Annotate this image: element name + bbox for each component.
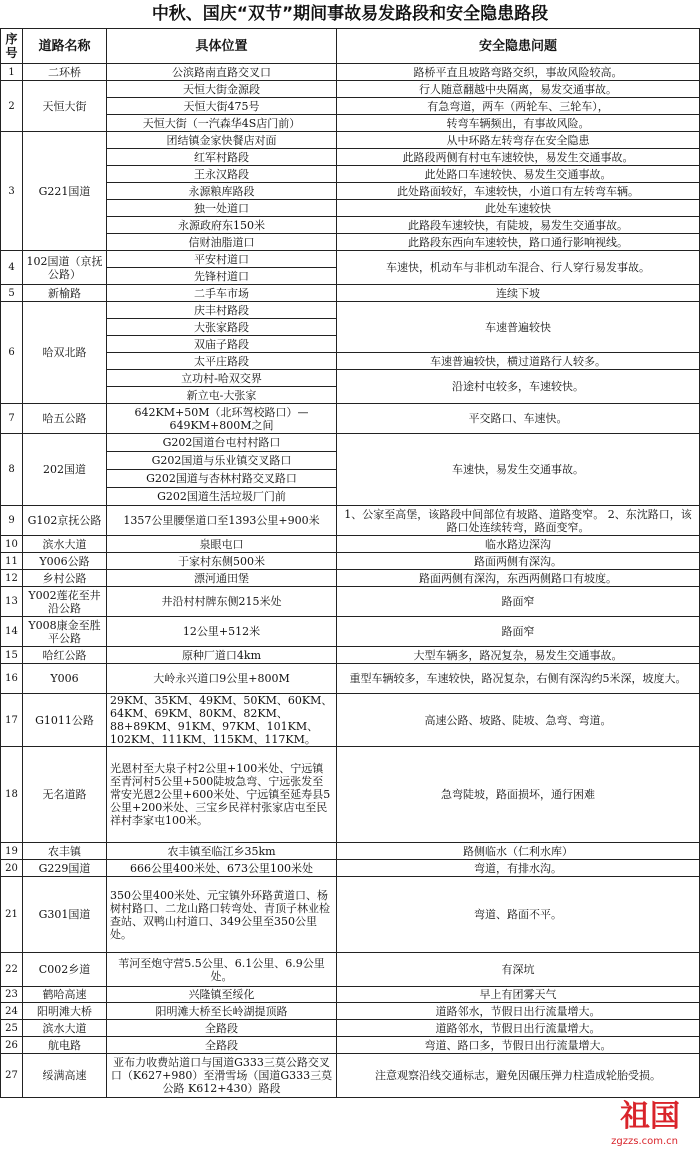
location: 12公里+512米: [107, 617, 337, 647]
road-name: 阳明滩大桥: [23, 1003, 107, 1020]
row-index: 7: [1, 404, 23, 434]
location: 天恒大街金源段: [107, 81, 337, 98]
location: 新立屯-大张家: [107, 387, 337, 404]
location: 双庙子路段: [107, 336, 337, 353]
hazard: 1、公家至高堡，该路段中间部位有坡路、道路变窄。 2、东沈路口，该路口处连续转弯，路面变窄。: [337, 506, 700, 536]
table-row: [1, 1037, 700, 1054]
location: 阳明滩大桥至长岭湖提顶路: [107, 1003, 337, 1020]
table-row: [1, 132, 700, 149]
location: 大张家路段: [107, 319, 337, 336]
road-name: 绥满高速: [23, 1054, 107, 1098]
location: G202国道与杏林村路交叉路口: [107, 470, 337, 488]
table-row: [1, 747, 700, 843]
hazard: 车速快，机动车与非机动车混合、行人穿行易发事故。: [337, 251, 700, 285]
road-name: G301国道: [23, 877, 107, 953]
hazard: 路面两侧有深沟，东西两侧路口有坡度。: [337, 570, 700, 587]
row-index: 1: [1, 64, 23, 81]
location: 666公里400米处、673公里100米处: [107, 860, 337, 877]
hazard: 弯道、路面不平。: [337, 877, 700, 953]
location: 天恒大街475号: [107, 98, 337, 115]
table-row: [1, 987, 700, 1003]
row-index: 22: [1, 953, 23, 987]
location: G202国道台屯村村路口: [107, 434, 337, 452]
location: 农丰镇至临江乡35km: [107, 843, 337, 860]
table-row: [1, 64, 700, 81]
road-name: 新榆路: [23, 285, 107, 302]
location: 天恒大街（一汽森华4S店门前）: [107, 115, 337, 132]
hazard: 早上有团雾天气: [337, 987, 700, 1003]
row-index: 5: [1, 285, 23, 302]
road-name: G1011公路: [23, 694, 107, 747]
location: 大岭永兴道口9公里+800M: [107, 664, 337, 694]
row-index: 25: [1, 1020, 23, 1037]
hazard: 行人随意翻越中央隔离，易发交通事故。: [337, 81, 700, 98]
table-row: [1, 694, 700, 747]
row-index: 16: [1, 664, 23, 694]
table-row: [1, 617, 700, 647]
hazard: 沿途村屯较多，车速较快。: [337, 370, 700, 404]
hazard: 注意观察沿线交通标志，避免因碾压弹力柱造成轮胎受损。: [337, 1054, 700, 1098]
header-index: 序号: [1, 29, 23, 64]
table-row: [1, 536, 700, 553]
row-index: 12: [1, 570, 23, 587]
hazard-table: [0, 28, 700, 1098]
road-name: 二环桥: [23, 64, 107, 81]
header-road: 道路名称: [23, 29, 107, 64]
table-row: [1, 664, 700, 694]
row-index: 13: [1, 587, 23, 617]
hazard: 路面窄: [337, 617, 700, 647]
road-name: 天恒大街: [23, 81, 107, 132]
hazard: 路侧临水（仁利水库）: [337, 843, 700, 860]
row-index: 11: [1, 553, 23, 570]
watermark-site: zgzzs.com.cn: [611, 1136, 678, 1147]
hazard: 此路段两侧有村屯车速较快，易发生交通事故。: [337, 149, 700, 166]
row-index: 10: [1, 536, 23, 553]
road-name: 滨水大道: [23, 536, 107, 553]
location: 光恩村至大泉子村2公里+100米处、宁远镇至青河村5公里+500陡坡急弯、宁远张发至常安光恩2公里+600米处、宁远镇至延寿县5公里+200米处、三宝乡民祥村张家店屯至民祥村李家屯100米。: [107, 747, 337, 843]
hazard: 道路邻水，节假日出行流量增大。: [337, 1003, 700, 1020]
row-index: 17: [1, 694, 23, 747]
hazard: 弯道，有排水沟。: [337, 860, 700, 877]
road-name: Y008康金至胜平公路: [23, 617, 107, 647]
hazard: 此处路口车速较快、易发生交通事故。: [337, 166, 700, 183]
road-name: 农丰镇: [23, 843, 107, 860]
row-index: 6: [1, 302, 23, 404]
location: 团结镇金家快餐店对面: [107, 132, 337, 149]
location: 立功村-哈双交界: [107, 370, 337, 387]
location: 1357公里腰堡道口至1393公里+900米: [107, 506, 337, 536]
hazard: 从中环路左转弯存在安全隐患: [337, 132, 700, 149]
hazard: 此处路面较好，车速较快，小道口有左转弯车辆。: [337, 183, 700, 200]
location: 庆丰村路段: [107, 302, 337, 319]
table-row: [1, 434, 700, 452]
table-row: [1, 251, 700, 268]
header-hazard: 安全隐患问题: [337, 29, 700, 64]
hazard: 道路邻水，节假日出行流量增大。: [337, 1020, 700, 1037]
location: 全路段: [107, 1020, 337, 1037]
location: 二手车市场: [107, 285, 337, 302]
row-index: 23: [1, 987, 23, 1003]
hazard: 此路段车速较快，有陡坡，易发生交通事故。: [337, 217, 700, 234]
row-index: 4: [1, 251, 23, 285]
location: 公滨路南直路交叉口: [107, 64, 337, 81]
location: 原种厂道口4km: [107, 647, 337, 664]
location: 漂河通田堡: [107, 570, 337, 587]
row-index: 24: [1, 1003, 23, 1020]
table-row: [1, 877, 700, 953]
location: 亚布力收费站道口与国道G333三莫公路交叉口（K627+980）至滑雪场（国道G333三莫公路 K612+430）路段: [107, 1054, 337, 1098]
hazard: 平交路口、车速快。: [337, 404, 700, 434]
location: 642KM+50M（北环驾校路口）—649KM+800M之间: [107, 404, 337, 434]
row-index: 15: [1, 647, 23, 664]
row-index: 19: [1, 843, 23, 860]
road-name: C002乡道: [23, 953, 107, 987]
road-name: Y006: [23, 664, 107, 694]
table-row: [1, 553, 700, 570]
table-row: [1, 1003, 700, 1020]
road-name: 滨水大道: [23, 1020, 107, 1037]
location: 王永汉路段: [107, 166, 337, 183]
table-row: [1, 953, 700, 987]
hazard: 急弯陡坡，路面损坏，通行困难: [337, 747, 700, 843]
location: 永源粮库路段: [107, 183, 337, 200]
table-row: [1, 285, 700, 302]
row-index: 3: [1, 132, 23, 251]
table-row: [1, 587, 700, 617]
location: 独一处道口: [107, 200, 337, 217]
site-watermark: [598, 1099, 694, 1149]
hazard: 高速公路、坡路、陡坡、急弯、弯道。: [337, 694, 700, 747]
road-name: 乡村公路: [23, 570, 107, 587]
header-location: 具体位置: [107, 29, 337, 64]
hazard: 重型车辆较多，车速较快，路况复杂，右侧有深沟约5米深，坡度大。: [337, 664, 700, 694]
table-row: [1, 404, 700, 434]
road-name: Y006公路: [23, 553, 107, 570]
hazard: 弯道、路口多，节假日出行流量增大。: [337, 1037, 700, 1054]
location: G202国道生活垃圾厂门前: [107, 488, 337, 506]
location: G202国道与乐业镇交叉路口: [107, 452, 337, 470]
watermark-logo: 祖国: [620, 1099, 680, 1134]
table-row: [1, 570, 700, 587]
hazard: 车速普遍较快，横过道路行人较多。: [337, 353, 700, 370]
location: 太平庄路段: [107, 353, 337, 370]
table-row: [1, 843, 700, 860]
row-index: 26: [1, 1037, 23, 1054]
location: 29KM、35KM、49KM、50KM、60KM、64KM、69KM、80KM、82KM、88+89KM、91KM、97KM、101KM、102KM、111KM、115KM、117KM。: [107, 694, 337, 747]
road-name: G102京抚公路: [23, 506, 107, 536]
hazard: 临水路边深沟: [337, 536, 700, 553]
table-row: [1, 302, 700, 319]
road-name: 哈五公路: [23, 404, 107, 434]
location: 平安村道口: [107, 251, 337, 268]
location: 于家村东侧500米: [107, 553, 337, 570]
hazard: 车速快，易发生交通事故。: [337, 434, 700, 506]
hazard: 有急弯道，两车（两轮车、三轮车），: [337, 98, 700, 115]
table-row: [1, 1054, 700, 1098]
table-row: [1, 1020, 700, 1037]
location: 全路段: [107, 1037, 337, 1054]
hazard: 连续下坡: [337, 285, 700, 302]
row-index: 18: [1, 747, 23, 843]
row-index: 9: [1, 506, 23, 536]
road-name: Y002莲花至井沿公路: [23, 587, 107, 617]
row-index: 2: [1, 81, 23, 132]
table-row: [1, 81, 700, 98]
location: 苇河至炮守营5.5公里、6.1公里、6.9公里处。: [107, 953, 337, 987]
road-name: 102国道（京抚公路）: [23, 251, 107, 285]
road-name: 无名道路: [23, 747, 107, 843]
row-index: 20: [1, 860, 23, 877]
road-name: 鹤哈高速: [23, 987, 107, 1003]
location: 先锋村道口: [107, 268, 337, 285]
hazard: 路桥平直且坡路弯路交织，事故风险较高。: [337, 64, 700, 81]
table-row: [1, 647, 700, 664]
hazard: 转弯车辆频出，有事故风险。: [337, 115, 700, 132]
road-name: 哈红公路: [23, 647, 107, 664]
location: 井沿村村牌东侧215米处: [107, 587, 337, 617]
location: 兴隆镇至绥化: [107, 987, 337, 1003]
road-name: 航电路: [23, 1037, 107, 1054]
row-index: 14: [1, 617, 23, 647]
road-name: G229国道: [23, 860, 107, 877]
hazard: 车速普遍较快: [337, 302, 700, 353]
location: 350公里400米处、元宝镇外环路黄道口、杨树村路口、二龙山路口转弯处、青顶子林业检查站、双鸭山村道口、349公里至350公里处。: [107, 877, 337, 953]
row-index: 21: [1, 877, 23, 953]
table-header-row: [1, 29, 700, 64]
hazard: 大型车辆多，路况复杂，易发生交通事故。: [337, 647, 700, 664]
hazard: 此路段东西向车速较快，路口通行影响视线。: [337, 234, 700, 251]
location: 红军村路段: [107, 149, 337, 166]
road-name: G221国道: [23, 132, 107, 251]
location: 信财油脂道口: [107, 234, 337, 251]
page-title: 中秋、国庆“双节”期间事故易发路段和安全隐患路段: [151, 4, 549, 24]
road-name: 哈双北路: [23, 302, 107, 404]
row-index: 27: [1, 1054, 23, 1098]
road-name: 202国道: [23, 434, 107, 506]
location: 永源政府东150米: [107, 217, 337, 234]
table-row: [1, 860, 700, 877]
hazard: 有深坑: [337, 953, 700, 987]
row-index: 8: [1, 434, 23, 506]
hazard: 路面两侧有深沟。: [337, 553, 700, 570]
hazard: 此处车速较快: [337, 200, 700, 217]
hazard: 路面窄: [337, 587, 700, 617]
table-row: [1, 506, 700, 536]
location: 泉眼屯口: [107, 536, 337, 553]
